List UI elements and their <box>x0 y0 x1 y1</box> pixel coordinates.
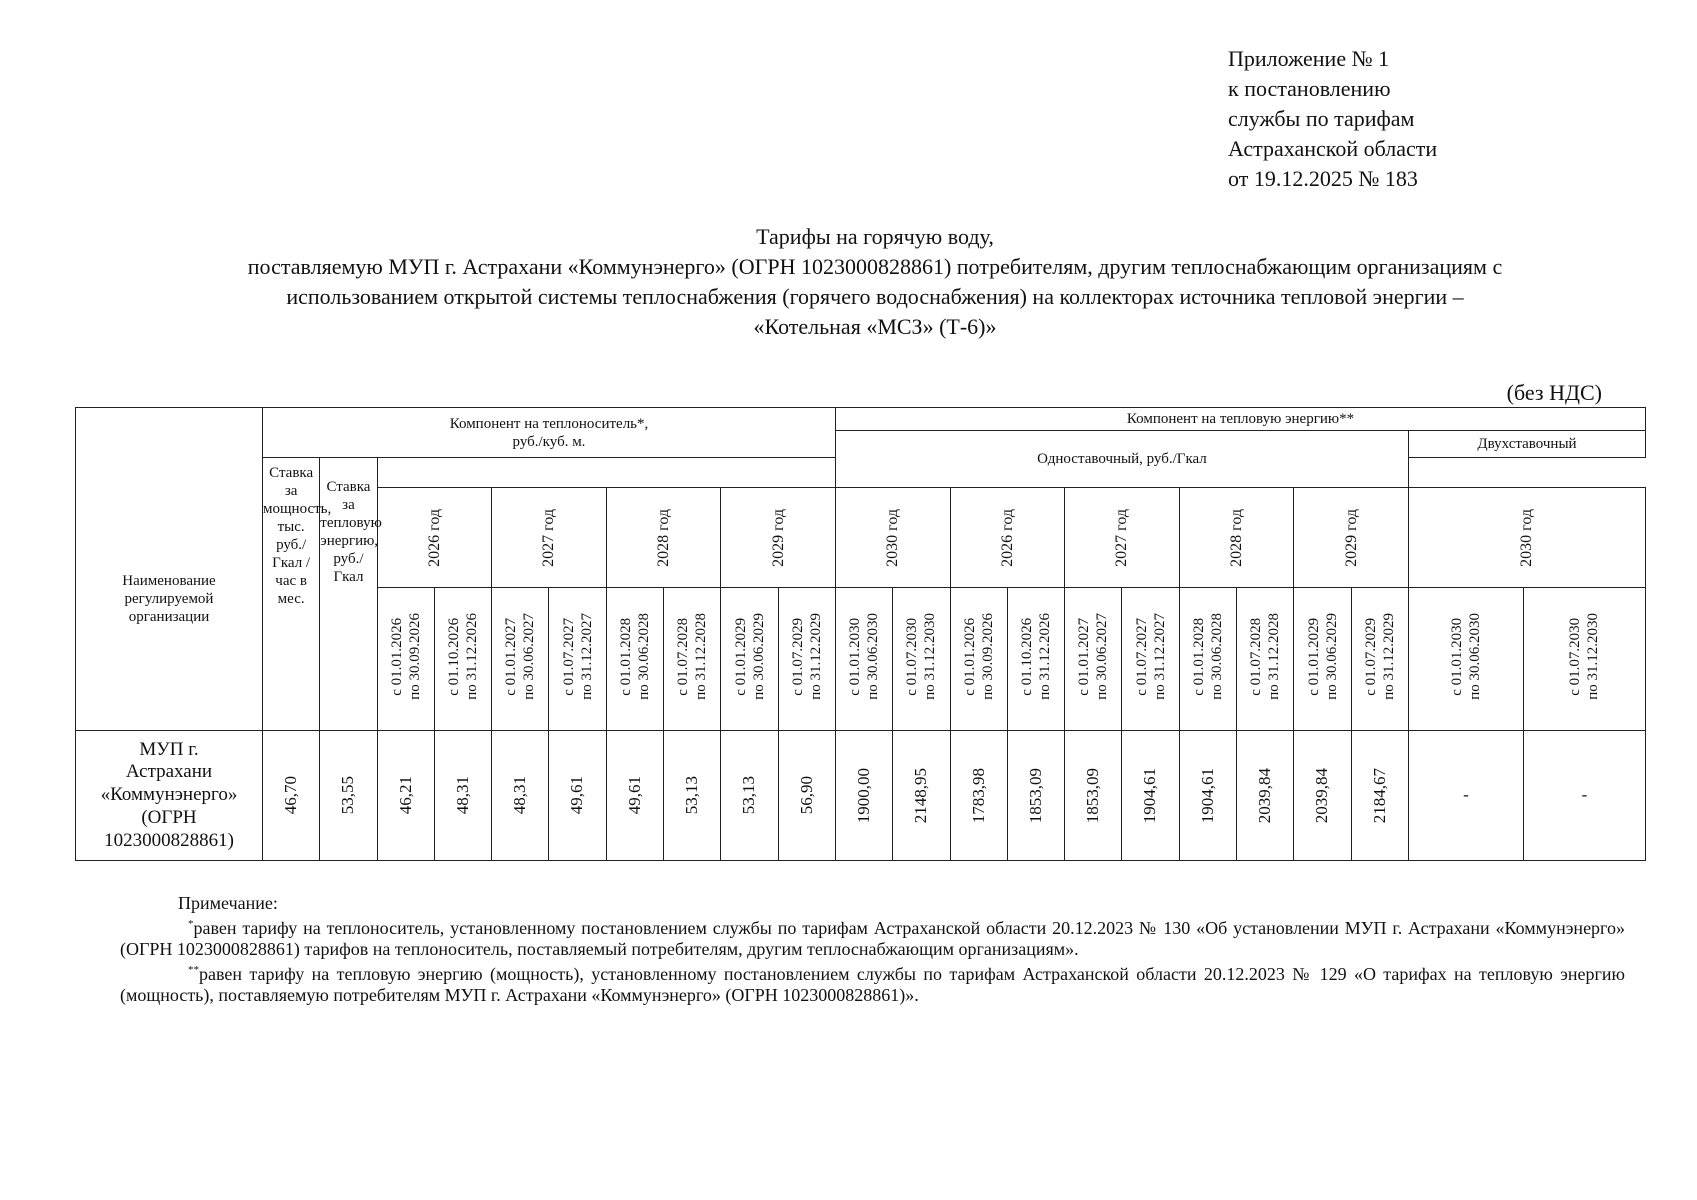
heat-header: Компонент на тепловую энергию** <box>835 408 1645 431</box>
year-label: 2028 год <box>654 508 672 567</box>
period-cell <box>1523 588 1645 731</box>
capacity-rate-value: - <box>1408 731 1523 861</box>
energy-rate-value: - <box>1523 731 1645 861</box>
notes-block <box>120 893 1625 1006</box>
coolant-value-cell <box>664 731 721 861</box>
period-cell <box>950 588 1007 731</box>
note-2 <box>120 960 1625 1006</box>
org-header: Наименование регулируемой организации <box>122 573 216 625</box>
period-start: с 01.07.2030 <box>1567 617 1584 696</box>
year-label: 2027 год <box>1113 508 1131 567</box>
org-name-line: МУП г. <box>139 738 199 760</box>
period-cell <box>606 588 663 731</box>
single-rate-value: 1900,00 <box>853 767 873 824</box>
year-label: 2029 год <box>1342 508 1360 567</box>
period-cell <box>893 588 950 731</box>
period-start: с 01.07.2029 <box>1362 617 1379 696</box>
period-end: по 31.12.2030 <box>922 613 939 700</box>
period-end: по 30.06.2027 <box>521 613 538 700</box>
coolant-value-cell <box>377 731 434 861</box>
note-1-text: равен тарифу на теплоноситель, установленному постановлением службы по тарифам Астраханской области 20.12.2023 № 130 «Об установлении МУП г. Астрахани «Коммунэнерго» (ОГРН 1023000828861) тарифов на теплоноситель, поставляемый потребителям, другим теплоснабжающим организациям». <box>120 918 1625 959</box>
period-start: с 01.01.2030 <box>847 617 864 696</box>
energy-rate-header: Ставка за тепловую энергию, руб./Гкал <box>320 458 377 731</box>
year-label: 2028 год <box>1227 508 1245 567</box>
coolant-value: 53,13 <box>682 776 702 815</box>
single-rate-header: Одноставочный, руб./Гкал <box>835 431 1408 488</box>
period-start: с 01.01.2026 <box>388 617 405 696</box>
period-cell <box>778 588 835 731</box>
org-header-cell <box>76 408 263 731</box>
coolant-value: 48,31 <box>452 776 472 815</box>
period-start: с 01.01.2027 <box>503 617 520 696</box>
single-rate-value-cell <box>893 731 950 861</box>
note-2-mark: ** <box>188 964 199 976</box>
period-cell <box>492 588 549 731</box>
period-cell <box>434 588 491 731</box>
period-end: по 31.12.2028 <box>693 613 710 700</box>
appendix-block <box>1228 44 1437 194</box>
year-cell <box>1408 488 1645 588</box>
year-label: 2029 год <box>769 508 787 567</box>
period-end: по 30.06.2028 <box>635 613 652 700</box>
period-cell <box>1007 588 1064 731</box>
single-rate-value: 2039,84 <box>1255 767 1275 824</box>
period-start: с 01.07.2029 <box>789 617 806 696</box>
period-cell <box>664 588 721 731</box>
period-cell <box>1408 588 1523 731</box>
title-line: «Котельная «МСЗ» (Т-6)» <box>753 314 997 339</box>
period-end: по 31.12.2027 <box>578 613 595 700</box>
period-end: по 31.12.2030 <box>1585 613 1602 700</box>
appendix-line: службы по тарифам <box>1228 106 1415 131</box>
period-start: с 01.01.2026 <box>961 617 978 696</box>
period-start: с 01.01.2029 <box>732 617 749 696</box>
single-rate-value-cell <box>1122 731 1179 861</box>
single-rate-value: 1904,61 <box>1140 767 1160 824</box>
appendix-line: Приложение № 1 <box>1228 46 1390 71</box>
period-end: по 31.12.2027 <box>1151 613 1168 700</box>
period-start: с 01.01.2028 <box>617 617 634 696</box>
note-2-text: равен тарифу на тепловую энергию (мощность), установленному постановлением службы по тарифам Астраханской области 20.12.2023 № 129 «О тарифах на тепловую энергию (мощность), поставляемую потребителям МУП г. Астрахани «Коммунэнерго» (ОГРН 1023000828861)». <box>120 964 1625 1005</box>
period-cell <box>1294 588 1351 731</box>
org-name-cell <box>76 731 263 861</box>
coolant-value-cell <box>434 731 491 861</box>
period-cell <box>721 588 778 731</box>
coolant-value-cell <box>492 731 549 861</box>
two-rate-header: Двухставочный <box>1408 431 1645 458</box>
org-name-line: 1023000828861) <box>104 829 234 851</box>
table-row <box>76 731 1646 861</box>
period-cell <box>835 588 892 731</box>
period-end: по 31.12.2028 <box>1266 613 1283 700</box>
appendix-line: к постановлению <box>1228 76 1391 101</box>
coolant-value-cell <box>263 731 320 861</box>
year-cell <box>606 488 721 588</box>
period-end: по 31.12.2029 <box>807 613 824 700</box>
period-start: с 01.07.2027 <box>1133 617 1150 696</box>
title-line: использованием открытой системы теплоснабжения (горячего водоснабжения) на коллекторах источника тепловой энергии – <box>286 284 1464 309</box>
single-rate-value-cell <box>1351 731 1408 861</box>
coolant-value: 49,61 <box>624 776 644 815</box>
period-start: с 01.01.2027 <box>1076 617 1093 696</box>
single-rate-value: 1783,98 <box>968 767 988 824</box>
period-start: с 01.01.2029 <box>1305 617 1322 696</box>
year-cell <box>1294 488 1409 588</box>
period-end: по 31.12.2029 <box>1380 613 1397 700</box>
period-cell <box>1065 588 1122 731</box>
period-end: по 30.06.2030 <box>1466 613 1483 700</box>
single-rate-value: 2148,95 <box>911 767 931 824</box>
tariff-table <box>75 407 1646 861</box>
coolant-value: 46,21 <box>395 776 415 815</box>
year-cell <box>950 488 1065 588</box>
note-1-mark: * <box>188 918 194 930</box>
year-label: 2030 год <box>884 508 902 567</box>
appendix-line: от 19.12.2025 № 183 <box>1228 166 1418 191</box>
single-rate-value-cell <box>835 731 892 861</box>
coolant-value: 56,90 <box>796 776 816 815</box>
single-rate-value: 1904,61 <box>1197 767 1217 824</box>
period-cell <box>1237 588 1294 731</box>
single-rate-value: 2184,67 <box>1369 767 1389 824</box>
period-start: с 01.01.2028 <box>1190 617 1207 696</box>
coolant-value-cell <box>320 731 377 861</box>
period-end: по 30.06.2028 <box>1208 613 1225 700</box>
period-start: с 01.07.2030 <box>904 617 921 696</box>
period-end: по 30.06.2029 <box>1323 613 1340 700</box>
single-rate-value: 1853,09 <box>1025 767 1045 824</box>
coolant-value-cell <box>549 731 606 861</box>
period-start: с 01.01.2030 <box>1448 617 1465 696</box>
period-end: по 30.09.2026 <box>979 613 996 700</box>
coolant-value: 49,61 <box>567 776 587 815</box>
year-cell <box>492 488 607 588</box>
period-start: с 01.07.2027 <box>560 617 577 696</box>
year-cell <box>377 488 492 588</box>
period-start: с 01.07.2028 <box>675 617 692 696</box>
note-1 <box>120 914 1625 960</box>
period-start: с 01.10.2026 <box>1019 617 1036 696</box>
coolant-header-line: руб./куб. м. <box>512 433 586 450</box>
appendix-line: Астраханской области <box>1228 136 1438 161</box>
single-rate-value-cell <box>1294 731 1351 861</box>
coolant-header-line: Компонент на теплоноситель*, <box>449 415 649 432</box>
org-name-line: «Коммунэнерго» <box>100 784 238 806</box>
single-rate-value: 1853,09 <box>1083 767 1103 824</box>
org-name-line: (ОГРН <box>141 806 197 828</box>
year-label: 2026 год <box>998 508 1016 567</box>
year-label: 2026 год <box>425 508 443 567</box>
org-name-line: Астрахани <box>125 761 213 783</box>
period-end: по 30.06.2027 <box>1094 613 1111 700</box>
single-rate-value-cell <box>1237 731 1294 861</box>
period-end: по 30.06.2030 <box>865 613 882 700</box>
period-start: с 01.10.2026 <box>446 617 463 696</box>
single-rate-value: 2039,84 <box>1312 767 1332 824</box>
title-line: поставляемую МУП г. Астрахани «Коммунэнерго» (ОГРН 1023000828861) потребителям, другим теплоснабжающим организациям с <box>247 254 1503 279</box>
year-label: 2030 год <box>1518 508 1536 567</box>
single-rate-value-cell <box>1007 731 1064 861</box>
year-cell <box>1179 488 1294 588</box>
period-end: по 30.06.2029 <box>750 613 767 700</box>
year-cell <box>721 488 836 588</box>
coolant-value: 53,55 <box>338 776 358 815</box>
coolant-value-cell <box>778 731 835 861</box>
period-cell <box>377 588 434 731</box>
period-cell <box>549 588 606 731</box>
coolant-value-cell <box>606 731 663 861</box>
title-line: Тарифы на горячую воду, <box>756 224 994 249</box>
capacity-rate-header: Ставка за мощность, тыс. руб./Гкал /час в мес. <box>263 458 320 731</box>
vat-note: (без НДС) <box>1506 380 1602 405</box>
period-end: по 31.12.2026 <box>464 613 481 700</box>
coolant-value: 48,31 <box>510 776 530 815</box>
year-cell <box>1065 488 1180 588</box>
period-end: по 30.09.2026 <box>406 613 423 700</box>
period-cell <box>1179 588 1236 731</box>
period-end: по 31.12.2026 <box>1037 613 1054 700</box>
single-rate-value-cell <box>1065 731 1122 861</box>
period-start: с 01.07.2028 <box>1248 617 1265 696</box>
year-label: 2027 год <box>540 508 558 567</box>
notes-label: Примечание: <box>178 893 278 913</box>
period-cell <box>1122 588 1179 731</box>
coolant-header-cell <box>263 408 836 458</box>
period-cell <box>1351 588 1408 731</box>
coolant-value: 46,70 <box>280 776 300 815</box>
year-cell <box>835 488 950 588</box>
coolant-value-cell <box>721 731 778 861</box>
document-title <box>90 222 1660 342</box>
single-rate-value-cell <box>950 731 1007 861</box>
single-rate-value-cell <box>1179 731 1236 861</box>
coolant-value: 53,13 <box>739 776 759 815</box>
